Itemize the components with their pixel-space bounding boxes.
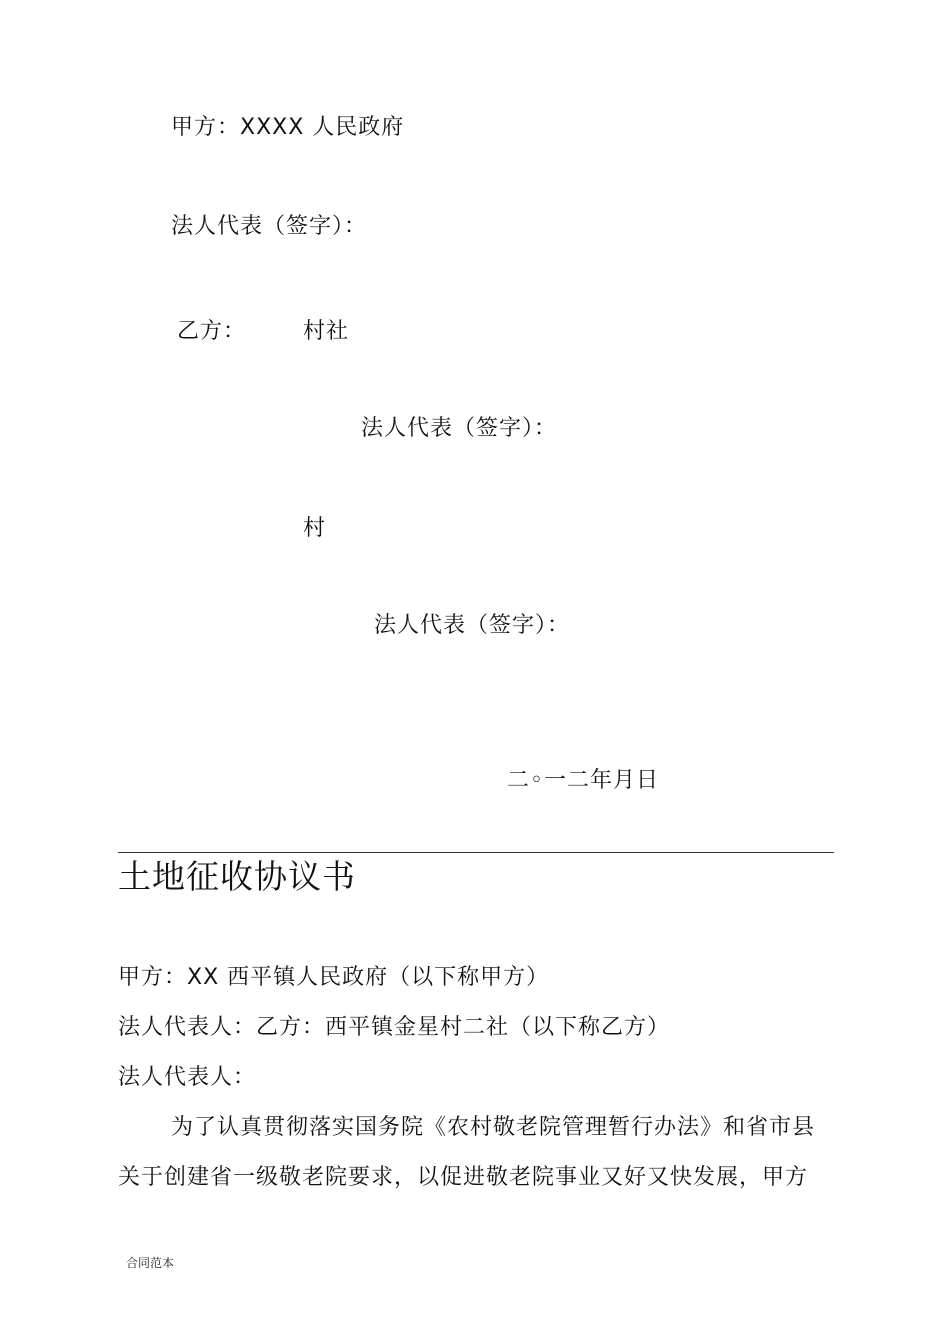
party-b-representative-signature: 法人代表（签字）： <box>361 416 558 441</box>
footer-label: 合同范本 <box>126 1256 175 1270</box>
signing-date: 二◦一二年月日 <box>507 768 659 793</box>
document-title: 土地征收协议书 <box>118 857 356 896</box>
body-paragraph-line-2: 关于创建省一级敬老院要求，以促进敬老院事业又好又快发展，甲方 <box>118 1165 809 1190</box>
village-representative-signature: 法人代表（签字）： <box>374 613 571 638</box>
party-a-rep-and-party-b-line: 法人代表人：乙方：西平镇金星村二社（以下称乙方） <box>118 1015 671 1040</box>
party-a-signature-line: 甲方：XXXX 人民政府 <box>171 115 405 140</box>
party-b-rep-line: 法人代表人： <box>118 1065 257 1090</box>
party-a-line: 甲方：XX 西平镇人民政府（以下称甲方） <box>118 965 550 990</box>
body-paragraph-line-1: 为了认真贯彻落实国务院《农村敬老院管理暂行办法》和省市县 <box>171 1115 816 1140</box>
section-divider <box>118 852 834 853</box>
village-label: 村 <box>303 516 327 541</box>
party-b-value: 村社 <box>303 319 350 344</box>
party-a-representative-signature: 法人代表（签字）： <box>171 214 368 239</box>
party-b-label: 乙方： <box>177 319 247 344</box>
